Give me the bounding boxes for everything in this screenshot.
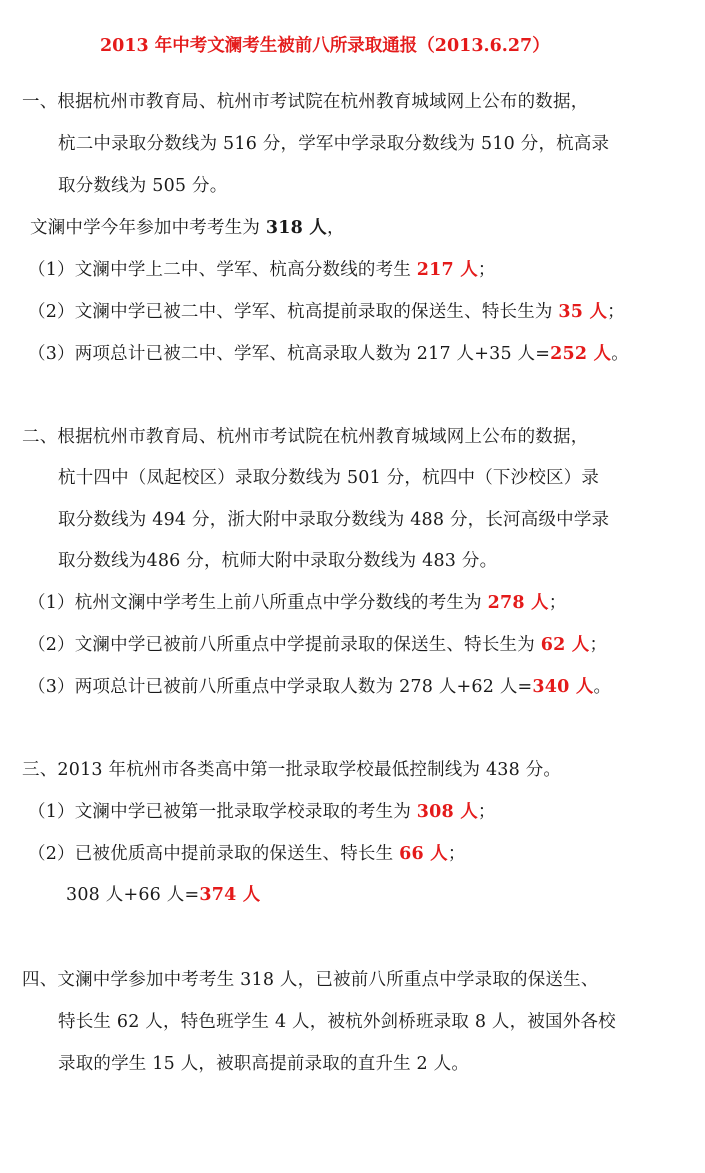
section3-sum-value: 374 人 xyxy=(199,885,261,905)
section1-item2-prefix: （2）文澜中学已被二中、学军、杭高提前录取的保送生、特长生为 xyxy=(28,302,559,322)
section2-item3-value: 340 人 xyxy=(532,677,594,697)
section4-line1: 四、文澜中学参加中考考生 318 人，已被前八所重点中学录取的保送生、 xyxy=(22,970,599,990)
section1-line2: 杭二中录取分数线为 516 分，学军中学录取分数线为 510 分，杭高录 xyxy=(58,134,610,154)
section1-item2-value: 35 人 xyxy=(558,302,608,322)
section1-total-prefix: 文澜中学今年参加中考考生为 xyxy=(30,218,266,238)
section2-item2-suffix: ； xyxy=(589,635,608,655)
section1-total xyxy=(30,216,345,240)
section2-item1-suffix: ； xyxy=(548,593,567,613)
section2-line2: 杭十四中（凤起校区）录取分数线为 501 分，杭四中（下沙校区）录 xyxy=(58,468,600,488)
section2-item1-prefix: （1）杭州文澜中学考生上前八所重点中学分数线的考生为 xyxy=(28,593,488,613)
section1-item1-prefix: （1）文澜中学上二中、学军、杭高分数线的考生 xyxy=(28,260,417,280)
section3-item1 xyxy=(28,800,496,824)
section3-item2-value: 66 人 xyxy=(399,844,448,864)
page-title: 2013 年中考文澜考生被前八所录取通报（2013.6.27） xyxy=(100,36,550,56)
section2-item2 xyxy=(28,633,607,657)
section2-line4: 取分数线为486 分，杭师大附中录取分数线为 483 分。 xyxy=(58,551,498,571)
section3-line1: 三、2013 年杭州市各类高中第一批录取学校最低控制线为 438 分。 xyxy=(22,760,562,780)
section1-item1 xyxy=(28,258,496,282)
section2-line1: 二、根据杭州市教育局、杭州市考试院在杭州教育城域网上公布的数据， xyxy=(22,427,589,447)
section2-item2-prefix: （2）文澜中学已被前八所重点中学提前录取的保送生、特长生为 xyxy=(28,635,541,655)
section4-line3: 录取的学生 15 人，被职高提前录取的直升生 2 人。 xyxy=(58,1054,470,1074)
section4-line2: 特长生 62 人，特色班学生 4 人，被杭外剑桥班录取 8 人，被国外各校 xyxy=(58,1012,616,1032)
section3-sum xyxy=(66,883,260,907)
section1-total-value: 318 人 xyxy=(265,218,327,238)
section1-item3 xyxy=(28,342,629,366)
section3-item1-value: 308 人 xyxy=(416,802,478,822)
section1-item1-value: 217 人 xyxy=(416,260,478,280)
section1-line1: 一、根据杭州市教育局、杭州市考试院在杭州教育城域网上公布的数据， xyxy=(22,92,589,112)
section1-item3-suffix: 。 xyxy=(611,344,629,364)
section2-item3 xyxy=(28,675,611,699)
section1-item1-suffix: ； xyxy=(477,260,496,280)
section2-line3: 取分数线为 494 分，浙大附中录取分数线为 488 分，长河高级中学录 xyxy=(58,510,610,530)
section3-item2-suffix: ； xyxy=(447,844,466,864)
section1-item2-suffix: ； xyxy=(607,302,625,322)
section2-item1-value: 278 人 xyxy=(487,593,549,613)
section1-item3-prefix: （3）两项总计已被二中、学军、杭高录取人数为 217 人+35 人= xyxy=(28,344,551,364)
section3-item2-prefix: （2）已被优质高中提前录取的保送生、特长生 xyxy=(28,844,400,864)
section1-item3-value: 252 人 xyxy=(550,344,612,364)
section2-item1 xyxy=(28,591,566,615)
section3-item1-prefix: （1）文澜中学已被第一批录取学校录取的考生为 xyxy=(28,802,417,822)
section1-total-suffix: ， xyxy=(327,218,345,238)
section3-item1-suffix: ； xyxy=(477,802,496,822)
section3-item2 xyxy=(28,842,466,866)
section1-line3: 取分数线为 505 分。 xyxy=(58,176,228,196)
section2-item2-value: 62 人 xyxy=(540,635,590,655)
section1-item2 xyxy=(28,300,625,324)
section3-sum-prefix: 308 人+66 人= xyxy=(66,885,200,905)
section2-item3-prefix: （3）两项总计已被前八所重点中学录取人数为 278 人+62 人= xyxy=(28,677,533,697)
section2-item3-suffix: 。 xyxy=(593,677,612,697)
